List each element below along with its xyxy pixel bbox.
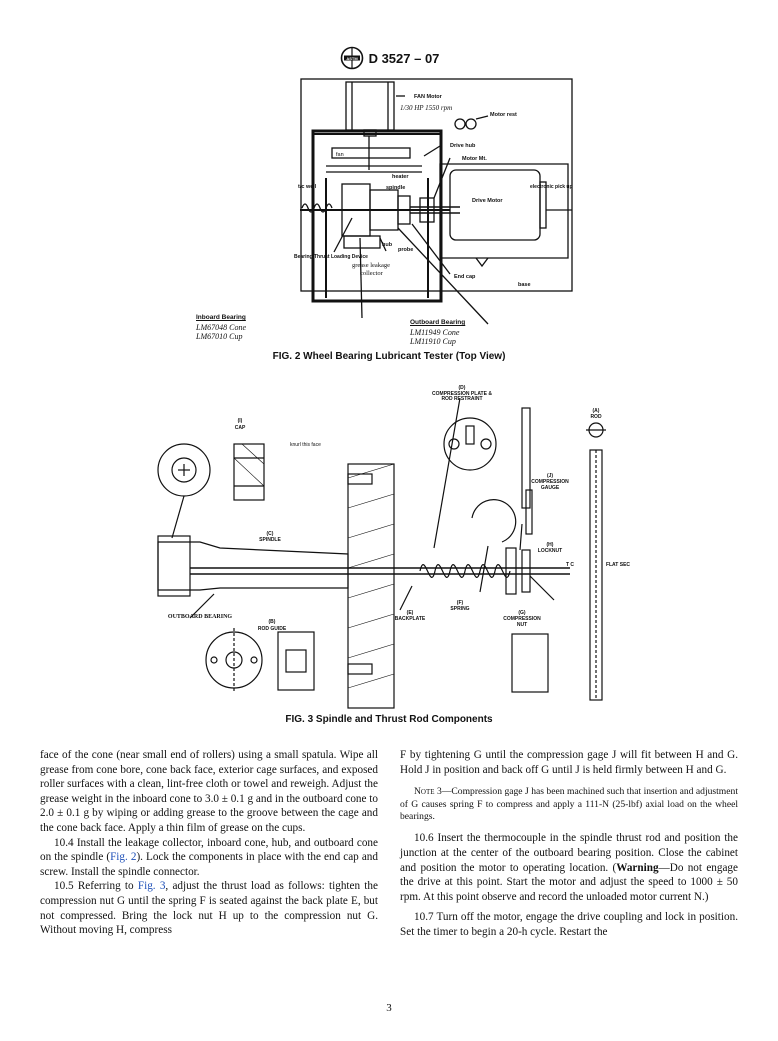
fig3-g-name-1: COMPRESSION — [503, 616, 541, 622]
fig3-d-tag: (D) — [458, 385, 466, 391]
fig2-collector-1: grease leakage — [352, 262, 391, 269]
left-para-1: face of the cone (near small end of rollers) using a small spatula. Wipe all grease from cone bore, cone back face, exterior cage surfaces, and exposed roller surfaces with a clean, lint-free cloth or towel and reweigh. Adjust the grease weight in the inboard cone to 3.0 ± 0.1 g and in the outboard cone to 2.0 ± 0.1 g by wiping or adding grease to the groove between the cage and the cone back face. Apply a thin film of grease on the cups. — [40, 749, 378, 834]
fig3-link[interactable]: Fig. 3 — [137, 880, 166, 893]
left-para-3 — [40, 879, 378, 937]
fig2-fan: fan — [336, 152, 344, 158]
fig3-a-name: ROD — [590, 414, 602, 420]
fig2-caption: FIG. 2 Wheel Bearing Lubricant Tester (Top View) — [272, 351, 506, 362]
right-para-2-text-b: —Do not engage the drive at this point. Start the motor and adjust the speed to 1000 ± 50 rpm. At this point observe and record the unloaded motor current N.) — [400, 861, 738, 903]
right-column — [400, 748, 738, 940]
left-column — [40, 748, 378, 938]
fig2-electronic-pickup: electronic pick up — [530, 184, 573, 190]
fig3-e-name: BACKPLATE — [394, 616, 426, 622]
fig2-bearing-thrust: Bearing Thrust Loading Device — [294, 254, 368, 260]
fig2-base: base — [518, 282, 531, 288]
fig3-caption: FIG. 3 Spindle and Thrust Rod Components — [285, 714, 493, 725]
outboard-cup: LM11910 Cup — [410, 337, 456, 346]
fig3-i-name: CAP — [234, 425, 246, 431]
left-para-2-text-b: ). Lock the components in place with the end cap and screw. Install the spindle connector. — [40, 851, 378, 878]
fig3-b-name: ROD GUIDE — [257, 626, 287, 632]
fig2-motor-mt: Motor Mt. — [462, 156, 487, 162]
fig2-fan-motor: FAN Motor — [414, 94, 442, 100]
left-para-2-text-a: 10.4 Install the leakage collector, inboard cone, hub, and outboard cone on the spindle ( — [40, 836, 378, 864]
fig3-tc: T C — [565, 562, 575, 568]
fig3-g-tag: (G) — [518, 610, 526, 616]
fig2-end-cap: End cap — [454, 274, 476, 280]
page-number: 3 — [386, 1002, 392, 1014]
right-para-2 — [400, 831, 738, 904]
fig3-outboard: OUTBOARD BEARING — [167, 614, 233, 620]
fig3-a-tag: (A) — [592, 408, 600, 414]
designation: D 3527 – 07 — [368, 50, 440, 66]
inboard-bearing-title: Inboard Bearing — [196, 314, 246, 321]
fig3-f-tag: (F) — [456, 600, 464, 606]
page-header — [0, 46, 778, 70]
right-para-3: 10.7 Turn off the motor, engage the drive coupling and lock in position. Set the timer to begin a 20-h cycle. Restart the — [400, 911, 738, 938]
fig3-f-name: SPRING — [450, 606, 470, 612]
fig2-drawing — [294, 78, 575, 350]
fig2-motor-rest: Motor rest — [490, 112, 517, 118]
right-para-1: F by tightening G until the compression gage J will fit between H and G. Hold J in position and back off G until J is held firmly between H and G. — [400, 749, 738, 776]
logo-text: ASTM — [345, 55, 358, 61]
fig3-c-name: SPINDLE — [259, 537, 281, 543]
right-para-2-text-a: 10.6 Insert the thermocouple in the spindle thrust rod and position the junction at the center of the outboard bearing position. Close the cabinet and position the motor to operating location. ( — [400, 832, 738, 874]
fig3-flat-sec: FLAT SEC — [605, 562, 631, 568]
fig3-g-name-2: NUT — [516, 622, 528, 628]
fig3-d-name-2: ROD RESTRAINT — [441, 396, 483, 402]
fig2-outboard-label — [410, 318, 465, 347]
inboard-cone: LM67048 Cone — [196, 322, 246, 332]
fig3-i-tag: (I) — [237, 418, 243, 424]
inboard-cup: LM67010 Cup — [196, 332, 243, 341]
left-para-2 — [40, 836, 378, 880]
astm-logo — [339, 46, 365, 70]
fig2-collector-2: collector — [360, 270, 383, 277]
note-3 — [400, 786, 738, 823]
fig2-drive-motor: Drive Motor — [472, 198, 503, 204]
fig3-e-tag: (E) — [406, 610, 414, 616]
warning-label: Warning — [616, 861, 659, 874]
fig2-probe: probe — [398, 247, 414, 253]
fig3-drawing — [150, 378, 632, 708]
fig2-heater: heater — [392, 174, 409, 180]
fig3-knurl: knurl this face — [290, 442, 321, 448]
note-label: Note 3 — [414, 786, 442, 798]
fig3-j-name-2: GAUGE — [540, 485, 560, 491]
fig3-b-tag: (B) — [268, 619, 276, 625]
fig3-d-name-1: COMPRESSION PLATE & — [432, 391, 492, 397]
outboard-cone: LM11949 Cone — [410, 327, 460, 337]
fig2-spindle: spindle — [386, 185, 406, 191]
fig2-hub: hub — [382, 242, 393, 248]
fig2-fan-motor-spec: 1/30 HP 1550 rpm — [400, 104, 453, 112]
fig3-c-tag: (C) — [266, 531, 274, 537]
note-text: —Compression gage J has been machined such that insertion and adjustment of G causes spring F to compress and apply a 111-N (25-lbf) axial load on the wheel bearings. — [400, 786, 738, 822]
outboard-bearing-title: Outboard Bearing — [410, 319, 466, 326]
fig3-h-name: LOCKNUT — [537, 548, 563, 554]
fig2-tc-well: t/c well — [298, 184, 317, 190]
left-para-3-text-b: , adjust the thrust load as follows: tighten the compression nut G until the spring F is seated against the back plate E, but not compressed. Bring the lock nut H up to the compression nut G. Without moving H, compress — [40, 880, 378, 937]
fig3-j-tag: (J) — [546, 473, 554, 479]
fig2-inboard-label — [196, 313, 246, 342]
fig3-j-name-1: COMPRESSION — [531, 479, 569, 485]
fig2-link[interactable]: Fig. 2 — [110, 851, 137, 864]
fig2-drive-hub: Drive hub — [450, 143, 476, 149]
fig3-h-tag: (H) — [546, 542, 554, 548]
left-para-3-text-a: 10.5 Referring to — [54, 880, 138, 893]
